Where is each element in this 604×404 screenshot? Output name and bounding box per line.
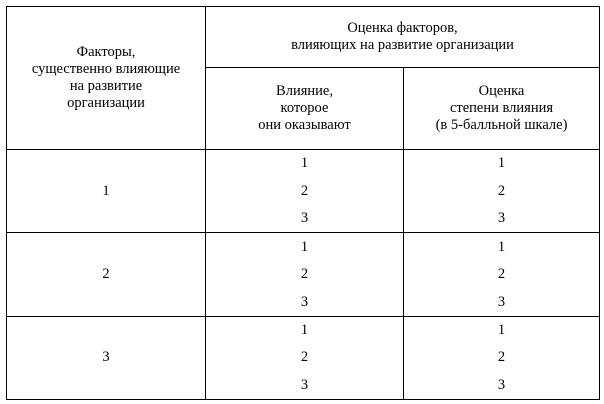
influence-cell (206, 205, 404, 233)
influence-cell (206, 344, 404, 372)
header-degree-label: Оценка степени влияния (в 5-балльной шкале) (435, 83, 568, 133)
degree-value: 2 (497, 182, 506, 199)
factor-number: 1 (102, 182, 110, 199)
influence-cell (206, 316, 404, 344)
influence-value: 3 (300, 377, 309, 394)
degree-value: 3 (497, 293, 506, 310)
table-row (7, 316, 600, 344)
influence-cell (206, 150, 404, 178)
influence-cell (206, 233, 404, 261)
degree-cell (404, 177, 600, 205)
factor-number: 2 (102, 266, 110, 283)
header-degree (404, 68, 600, 150)
degree-value: 1 (497, 155, 506, 172)
influence-value: 2 (300, 266, 309, 283)
influence-value: 1 (300, 321, 309, 338)
degree-cell (404, 344, 600, 372)
degree-cell (404, 316, 600, 344)
factor-cell (7, 150, 206, 233)
degree-value: 2 (497, 349, 506, 366)
header-influence-label: Влияние, которое они оказывают (258, 83, 351, 133)
factor-number: 3 (102, 349, 110, 366)
influence-cell (206, 177, 404, 205)
degree-value: 3 (497, 210, 506, 227)
factor-cell (7, 233, 206, 316)
influence-cell (206, 372, 404, 400)
degree-cell (404, 288, 600, 316)
influence-cell (206, 261, 404, 289)
degree-cell (404, 150, 600, 178)
table-row (7, 233, 600, 261)
degree-cell (404, 372, 600, 400)
influence-value: 3 (300, 293, 309, 310)
degree-value: 1 (497, 321, 506, 338)
influence-value: 1 (300, 155, 309, 172)
degree-cell (404, 261, 600, 289)
degree-cell (404, 233, 600, 261)
degree-value: 2 (497, 266, 506, 283)
header-assessment-label: Оценка факторов, влияющих на развитие организации (291, 20, 514, 53)
influence-cell (206, 288, 404, 316)
factor-cell (7, 316, 206, 399)
table-row (7, 150, 600, 178)
degree-value: 1 (497, 238, 506, 255)
header-influence (206, 68, 404, 150)
header-factors (7, 7, 206, 150)
table-body (7, 150, 600, 400)
degree-value: 3 (497, 377, 506, 394)
degree-cell (404, 205, 600, 233)
header-factors-label: Факторы, существенно влияющие на развитие организации (31, 44, 181, 111)
influence-value: 2 (300, 182, 309, 199)
influence-value: 3 (300, 210, 309, 227)
influence-value: 1 (300, 238, 309, 255)
header-assessment-group (206, 7, 600, 68)
influence-value: 2 (300, 349, 309, 366)
factor-assessment-table (6, 6, 600, 400)
